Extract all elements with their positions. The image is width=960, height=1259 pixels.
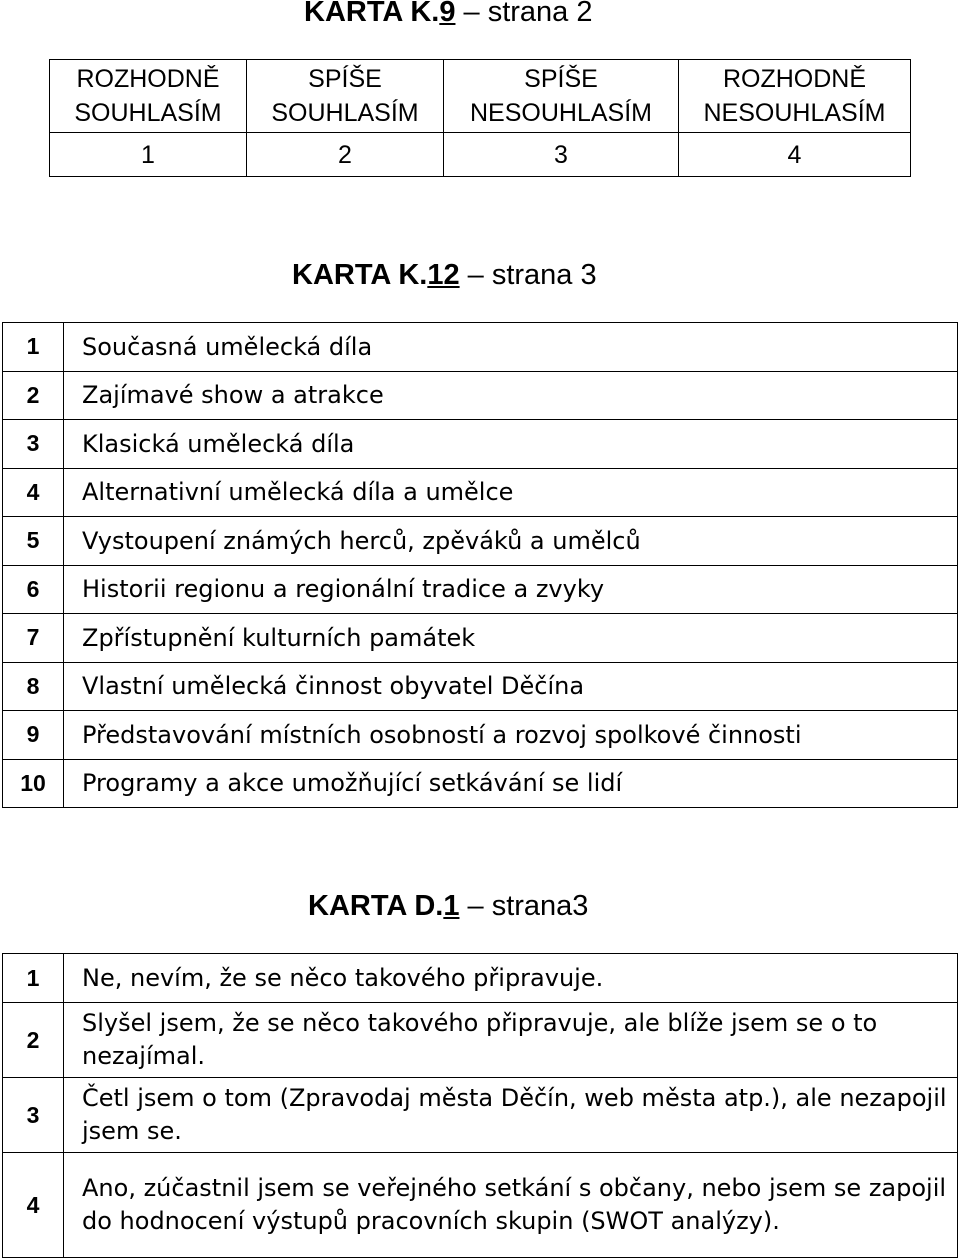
answer-text: Ano, zúčastnil jsem se veřejného setkání s občany, nebo jsem se zapojil do hodnocení výstupů pracovních skupin (SWOT analýzy).	[64, 1153, 958, 1258]
option-number: 9	[3, 711, 64, 760]
karta-k9-number: 9	[439, 0, 456, 28]
option-text: Současná umělecká díla	[64, 323, 958, 372]
option-text: Představování místních osobností a rozvoj spolkové činnosti	[64, 711, 958, 760]
answer-text: Ne, nevím, že se něco takového připravuje.	[64, 954, 958, 1003]
option-number: 7	[3, 614, 64, 663]
table-row	[3, 1153, 958, 1258]
answer-number: 1	[3, 954, 64, 1003]
option-number: 6	[3, 565, 64, 614]
scale-header-line: NESOUHLASÍM	[470, 99, 652, 127]
table-row	[3, 517, 958, 566]
agreement-scale-table	[49, 59, 911, 177]
table-row	[3, 323, 958, 372]
table-row	[3, 1078, 958, 1153]
karta-d1-suffix: – strana3	[459, 890, 589, 922]
table-row	[3, 1003, 958, 1078]
scale-header-cell	[247, 60, 444, 133]
karta-k12-number: 12	[427, 259, 460, 291]
table-row	[3, 420, 958, 469]
karta-k12-prefix: KARTA K.	[292, 259, 428, 291]
karta-k9-suffix: – strana 2	[455, 0, 593, 28]
scale-header-line: SOUHLASÍM	[74, 99, 222, 127]
scale-number-cell: 4	[679, 133, 911, 177]
option-number: 5	[3, 517, 64, 566]
scale-header-row	[50, 60, 911, 133]
table-row	[3, 662, 958, 711]
option-text: Historii regionu a regionální tradice a zvyky	[64, 565, 958, 614]
karta-k12-suffix: – strana 3	[459, 259, 597, 291]
table-row	[3, 565, 958, 614]
karta-k12-heading	[292, 259, 597, 292]
scale-header-line: SOUHLASÍM	[271, 99, 419, 127]
table-row	[3, 759, 958, 808]
karta-k9-prefix: KARTA K.	[304, 0, 440, 28]
table-row	[3, 371, 958, 420]
answer-number: 2	[3, 1003, 64, 1078]
scale-number-cell: 3	[444, 133, 679, 177]
option-number: 10	[3, 759, 64, 808]
answer-text: Četl jsem o tom (Zpravodaj města Děčín, web města atp.), ale nezapojil jsem se.	[64, 1078, 958, 1153]
answers-table	[2, 953, 958, 1258]
scale-header-line: NESOUHLASÍM	[703, 99, 886, 127]
option-number: 4	[3, 468, 64, 517]
karta-k9-heading	[304, 0, 593, 29]
scale-number-cell: 1	[50, 133, 247, 177]
option-text: Zpřístupnění kulturních památek	[64, 614, 958, 663]
karta-d1-heading	[308, 890, 588, 923]
scale-number-row	[50, 133, 911, 177]
scale-number-cell: 2	[247, 133, 444, 177]
scale-header-cell	[444, 60, 679, 133]
scale-header-line: ROZHODNĚ	[722, 65, 867, 93]
answer-number: 4	[3, 1153, 64, 1258]
table-row	[3, 614, 958, 663]
option-number: 1	[3, 323, 64, 372]
option-text: Zajímavé show a atrakce	[64, 371, 958, 420]
scale-header-cell	[50, 60, 247, 133]
option-number: 2	[3, 371, 64, 420]
table-row	[3, 954, 958, 1003]
answer-number: 3	[3, 1078, 64, 1153]
karta-d1-prefix: KARTA D.	[308, 890, 444, 922]
karta-d1-number: 1	[443, 890, 460, 922]
scale-header-line: ROZHODNĚ	[76, 65, 220, 93]
options-table	[2, 322, 958, 808]
option-text: Klasická umělecká díla	[64, 420, 958, 469]
option-number: 3	[3, 420, 64, 469]
option-text: Vystoupení známých herců, zpěváků a umělců	[64, 517, 958, 566]
scale-header-line: SPÍŠE	[524, 65, 598, 93]
option-text: Programy a akce umožňující setkávání se lidí	[64, 759, 958, 808]
scale-header-line: SPÍŠE	[308, 65, 382, 93]
option-text: Vlastní umělecká činnost obyvatel Děčína	[64, 662, 958, 711]
option-text: Alternativní umělecká díla a umělce	[64, 468, 958, 517]
option-number: 8	[3, 662, 64, 711]
table-row	[3, 468, 958, 517]
answer-text: Slyšel jsem, že se něco takového připravuje, ale blíže jsem se o to nezajímal.	[64, 1003, 958, 1078]
scale-header-cell	[679, 60, 911, 133]
table-row	[3, 711, 958, 760]
